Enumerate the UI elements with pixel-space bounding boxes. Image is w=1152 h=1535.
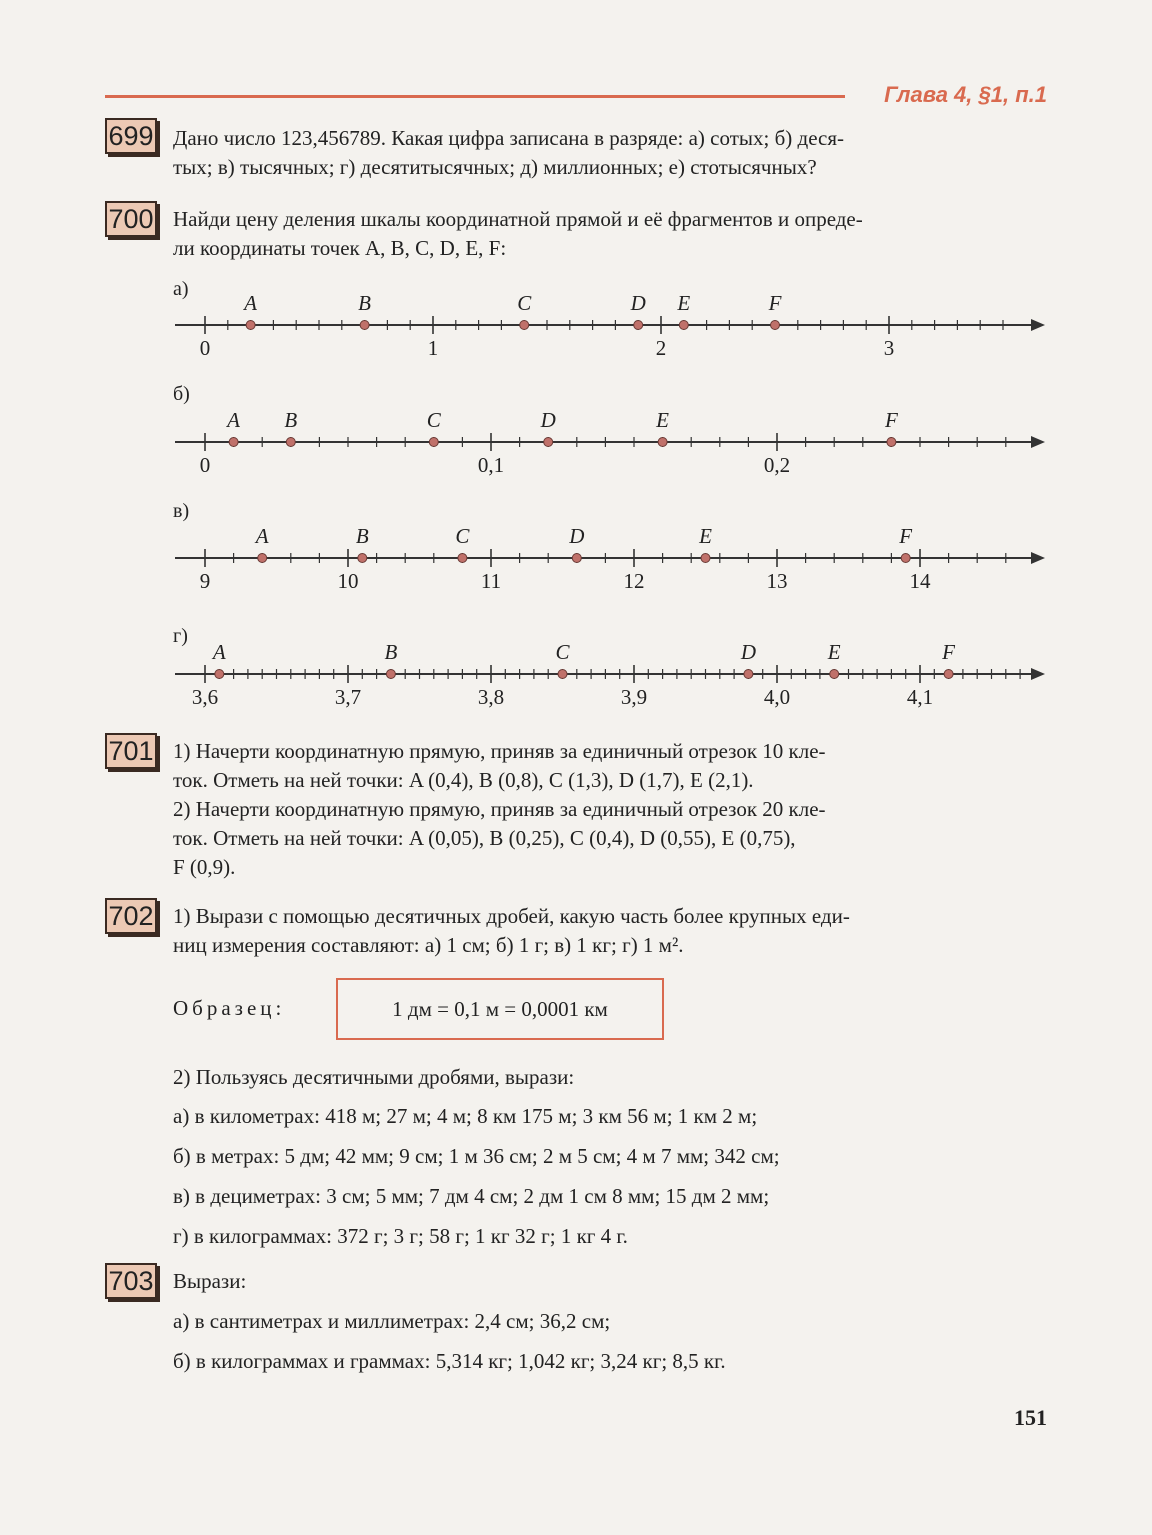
task-702-text bbox=[173, 902, 1048, 960]
axis-arrow bbox=[1031, 668, 1045, 680]
point-marker bbox=[544, 438, 553, 447]
task-number-701: 701 bbox=[105, 733, 157, 769]
task-701-line-2: ток. Отметь на ней точки: A (0,4), B (0,8), C (1,3), D (1,7), E (2,1). bbox=[173, 768, 754, 792]
task-702-item-b: б) в метрах: 5 дм; 42 мм; 9 см; 1 м 36 см; 2 м 5 см; 4 м 7 мм; 342 см; bbox=[173, 1144, 780, 1168]
task-702-item-d: г) в килограммах: 372 г; 3 г; 58 г; 1 кг 32 г; 1 кг 4 г. bbox=[173, 1224, 628, 1248]
task-701-line-4: ток. Отметь на ней точки: A (0,05), B (0,25), C (0,4), D (0,55), E (0,75), bbox=[173, 826, 796, 850]
point-label: A bbox=[255, 524, 269, 548]
point-label: E bbox=[656, 408, 670, 432]
point-marker bbox=[771, 321, 780, 330]
point-label: B bbox=[284, 408, 298, 432]
task-number-699: 699 bbox=[105, 118, 157, 154]
page-number: 151 bbox=[1014, 1405, 1047, 1430]
point-marker bbox=[558, 670, 567, 679]
task-700-line-1: Найди цену деления шкалы координатной прямой и её фрагментов и опреде- bbox=[173, 207, 863, 231]
task-702-part-2: 2) Пользуясь десятичными дробями, вырази: bbox=[173, 1065, 575, 1089]
point-label: D bbox=[630, 291, 646, 315]
task-701-line-5: F (0,9). bbox=[173, 855, 236, 879]
point-marker bbox=[520, 321, 529, 330]
tick-label: 3,9 bbox=[620, 685, 648, 709]
header-rule bbox=[105, 95, 845, 98]
number-line-b-label: б) bbox=[173, 383, 190, 405]
point-label: D bbox=[740, 640, 756, 664]
tick-label: 3,8 bbox=[477, 685, 505, 709]
number-line-a-label: а) bbox=[173, 278, 189, 300]
tick-label: 13 bbox=[766, 569, 788, 593]
point-marker bbox=[944, 670, 953, 679]
point-label: E bbox=[699, 524, 712, 548]
tick-label: 4,1 bbox=[906, 685, 934, 709]
task-702-item-c: в) в дециметрах: 3 см; 5 мм; 7 дм 4 см; 2 дм 1 см 8 мм; 15 дм 2 мм; bbox=[173, 1184, 770, 1208]
tick-label: 3,7 bbox=[334, 685, 362, 709]
point-marker bbox=[258, 554, 267, 563]
point-label: C bbox=[517, 291, 532, 315]
point-label: C bbox=[555, 640, 570, 664]
task-number-700: 700 bbox=[105, 201, 157, 237]
task-701-line-3: 2) Начерти координатную прямую, приняв за единичный отрезок 20 кле- bbox=[173, 797, 826, 821]
point-marker bbox=[246, 321, 255, 330]
number-line-a bbox=[160, 285, 1060, 365]
tick-label: 0 bbox=[199, 453, 211, 477]
task-703-item-a: а) в сантиметрах и миллиметрах: 2,4 см; 36,2 см; bbox=[173, 1309, 611, 1333]
point-label: D bbox=[569, 524, 585, 548]
task-number-702: 702 bbox=[105, 898, 157, 934]
task-702-item-a: а) в километрах: 418 м; 27 м; 4 м; 8 км 175 м; 3 км 56 м; 1 км 2 м; bbox=[173, 1104, 758, 1128]
sample-box: 1 дм = 0,1 м = 0,0001 км bbox=[336, 978, 664, 1040]
point-marker bbox=[572, 554, 581, 563]
point-label: C bbox=[455, 524, 470, 548]
tick-label: 11 bbox=[480, 569, 502, 593]
task-701-text bbox=[173, 737, 1048, 882]
point-marker bbox=[744, 670, 753, 679]
task-703-item-b: б) в килограммах и граммах: 5,314 кг; 1,042 кг; 3,24 кг; 8,5 кг. bbox=[173, 1349, 726, 1373]
tick-label: 0,1 bbox=[477, 453, 505, 477]
point-label: B bbox=[355, 524, 369, 548]
number-line-c-label: в) bbox=[173, 500, 190, 522]
point-marker bbox=[634, 321, 643, 330]
chapter-heading: Глава 4, §1, п.1 bbox=[884, 82, 1047, 107]
task-700-text bbox=[173, 205, 1048, 263]
tick-label: 3 bbox=[883, 336, 895, 360]
point-marker bbox=[215, 670, 224, 679]
number-line-c bbox=[160, 518, 1060, 598]
tick-label: 10 bbox=[337, 569, 359, 593]
point-marker bbox=[701, 554, 710, 563]
axis-arrow bbox=[1031, 552, 1045, 564]
point-marker bbox=[901, 554, 910, 563]
point-label: E bbox=[677, 291, 691, 315]
point-marker bbox=[887, 438, 896, 447]
task-699-line-2: тых; в) тысячных; г) десятитысячных; д) миллионных; е) стотысячных? bbox=[173, 155, 817, 179]
point-marker bbox=[286, 438, 295, 447]
task-699-text bbox=[173, 124, 1048, 182]
point-marker bbox=[830, 670, 839, 679]
number-line-b bbox=[160, 402, 1060, 482]
number-line-d bbox=[160, 634, 1060, 714]
axis-arrow bbox=[1031, 436, 1045, 448]
task-number-703: 703 bbox=[105, 1263, 157, 1299]
tick-label: 14 bbox=[909, 569, 931, 593]
point-label: F bbox=[768, 291, 782, 315]
task-702-line-1: 1) Вырази с помощью десятичных дробей, какую часть более крупных еди- bbox=[173, 904, 850, 928]
tick-label: 3,6 bbox=[191, 685, 219, 709]
axis-arrow bbox=[1031, 319, 1045, 331]
task-699-line-1: Дано число 123,456789. Какая цифра записана в разряде: а) сотых; б) деся- bbox=[173, 126, 845, 150]
tick-label: 9 bbox=[199, 569, 211, 593]
point-marker bbox=[679, 321, 688, 330]
point-label: F bbox=[899, 524, 913, 548]
tick-label: 1 bbox=[427, 336, 439, 360]
tick-label: 2 bbox=[655, 336, 667, 360]
point-label: E bbox=[827, 640, 841, 664]
sample-label: Образец: bbox=[173, 996, 286, 1020]
point-marker bbox=[429, 438, 438, 447]
point-label: A bbox=[212, 640, 226, 664]
point-marker bbox=[358, 554, 367, 563]
point-label: B bbox=[358, 291, 372, 315]
tick-label: 0 bbox=[199, 336, 211, 360]
point-marker bbox=[229, 438, 238, 447]
point-label: C bbox=[426, 408, 441, 432]
point-label: F bbox=[884, 408, 898, 432]
tick-label: 0,2 bbox=[763, 453, 791, 477]
point-label: A bbox=[227, 408, 241, 432]
point-marker bbox=[386, 670, 395, 679]
task-702-line-2: ниц измерения составляют: а) 1 см; б) 1 г; в) 1 кг; г) 1 м². bbox=[173, 933, 684, 957]
task-701-line-1: 1) Начерти координатную прямую, приняв за единичный отрезок 10 кле- bbox=[173, 739, 826, 763]
point-label: D bbox=[540, 408, 556, 432]
task-703-intro: Вырази: bbox=[173, 1269, 247, 1293]
point-marker bbox=[458, 554, 467, 563]
point-label: F bbox=[942, 640, 956, 664]
tick-label: 4,0 bbox=[763, 685, 791, 709]
point-label: A bbox=[244, 291, 258, 315]
point-marker bbox=[360, 321, 369, 330]
point-marker bbox=[658, 438, 667, 447]
task-700-line-2: ли координаты точек A, B, C, D, E, F: bbox=[173, 236, 507, 260]
tick-label: 12 bbox=[623, 569, 645, 593]
number-line-d-label: г) bbox=[173, 625, 188, 647]
point-label: B bbox=[384, 640, 398, 664]
